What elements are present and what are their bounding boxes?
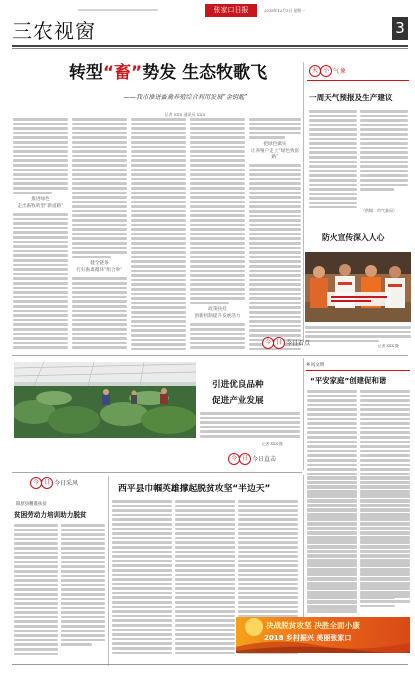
bottom-left-column-badge [30, 476, 90, 490]
kan-dian-label: 今日看点 [286, 340, 311, 347]
lead-title-part1: 转型 [68, 63, 103, 83]
lead-column-5 [249, 118, 301, 350]
weather-title-rule [307, 80, 409, 81]
bottom-main-text-2 [175, 500, 235, 660]
bottom-left-divider [108, 476, 109, 666]
lead-headline [48, 62, 288, 84]
bottom-rule [12, 664, 408, 665]
ad-line-1: 决战脱贫攻坚 决胜全面小康 [266, 621, 360, 630]
lead-title-part2: 势发 生态牧歌飞 [142, 63, 268, 83]
page-number-box: 3 [392, 17, 408, 40]
masthead [0, 0, 415, 62]
fire-photo-credit: 记者 XXX 摄 [378, 344, 399, 348]
right-section-label: 乡风文明 [306, 363, 325, 368]
masthead-date: 2018年12月3日 星期一 [264, 8, 305, 13]
horizontal-divider-2 [12, 472, 302, 473]
bottom-right-divider [303, 475, 304, 625]
fire-photo [305, 252, 411, 322]
right-section-rule [306, 370, 410, 371]
middle-feature-title-2: 促进产业发展 [212, 396, 264, 406]
lead-subhead-3b: 让养殖户走上“绿色致富路” [250, 148, 300, 160]
lead-byline: 记者 XXX 通讯员 XXX [164, 112, 206, 117]
bottom-right-text-2 [360, 476, 410, 616]
lead-column-4 [190, 118, 245, 350]
lead-subhead-1a: 推进绿色 [31, 197, 50, 203]
fire-photo-image [305, 252, 411, 322]
right-article-title: “平安家庭”创建促和谐 [310, 376, 387, 385]
zhi-ji-circle-2: 日 [239, 453, 251, 465]
middle-feature-title-1: 引进优良品种 [212, 380, 264, 390]
lead-column-1 [13, 118, 68, 350]
bottom-left-text-1 [14, 524, 58, 660]
lead-subhead-2a: 健全链条 [90, 261, 109, 267]
horizontal-divider-1 [12, 355, 408, 356]
ad-line-2: 2018 乡村振兴 美丽张家口 [264, 634, 352, 642]
ad-banner [236, 617, 410, 653]
section-title: 三农视窗 [12, 19, 96, 43]
kan-dian-circle-1: 今 [262, 337, 274, 349]
lead-title-quote: “畜” [102, 63, 143, 83]
cai-feng-label: 今日采风 [54, 480, 79, 487]
weather-text-right [360, 110, 408, 208]
weather-badge-1: 天 [309, 65, 321, 77]
bottom-left-text-2 [61, 524, 105, 660]
masthead-logo: 张家口日报 [205, 4, 257, 17]
weather-title: 一周天气预报及生产建议 [309, 93, 393, 102]
bottom-main-title: 西平县巾帼英雄撑起脱贫攻坚“半边天” [118, 484, 271, 494]
weather-badge-3: 气 [333, 68, 340, 75]
kan-dian-circle-2: 日 [273, 337, 285, 349]
bottom-right-text-1 [307, 476, 357, 616]
masthead-meta-left [78, 9, 158, 13]
lead-column-3 [131, 118, 186, 350]
zhi-ji-label: 今日直击 [252, 456, 277, 463]
masthead-rule-thin [12, 48, 408, 49]
masthead-rule [12, 45, 408, 47]
lead-subhead-2b: 打好畜禽循环“组合拳” [76, 268, 123, 274]
column-divider-middle [303, 358, 304, 470]
bottom-left-kicker: 阳原县精准扶贫 [16, 502, 47, 507]
lead-subhead-3a: 把绿色做实 [263, 141, 287, 147]
lead-subhead-4a: 政策扶持 [208, 307, 227, 313]
middle-feature-caption [200, 412, 300, 440]
weather-text-left [309, 110, 357, 208]
cai-feng-circle-1: 今 [30, 477, 42, 489]
greenhouse-photo-image [14, 362, 196, 438]
lead-subhead-1b: 走出畜牧转型“新道路” [17, 204, 64, 210]
middle-feature-credit: 记者 XXX 摄 [262, 442, 283, 446]
lead-subtitle: ——我市推进畜禽养殖综合利用发展“金钥匙” [123, 94, 248, 101]
bottom-left-title: 贫困劳动力培训助力脱贫 [14, 511, 87, 519]
cai-feng-circle-2: 日 [41, 477, 53, 489]
zhi-ji-circle-1: 今 [228, 453, 240, 465]
bottom-main-text-1 [112, 500, 172, 660]
fire-photo-title: 防火宣传深入人心 [322, 233, 385, 242]
weather-footer: （供稿：市气象局） [361, 208, 397, 213]
weather-badge-4: 象 [340, 68, 347, 75]
kan-dian-badge [262, 336, 311, 350]
weather-section [305, 62, 411, 222]
weather-badge-2: 小 [320, 65, 332, 77]
zhi-ji-badge [228, 452, 278, 466]
lead-subhead-4b: 创新机制提升发展活力 [194, 314, 241, 320]
column-divider-right [303, 62, 304, 342]
greenhouse-photo [14, 362, 196, 438]
lead-column-2 [72, 118, 127, 350]
